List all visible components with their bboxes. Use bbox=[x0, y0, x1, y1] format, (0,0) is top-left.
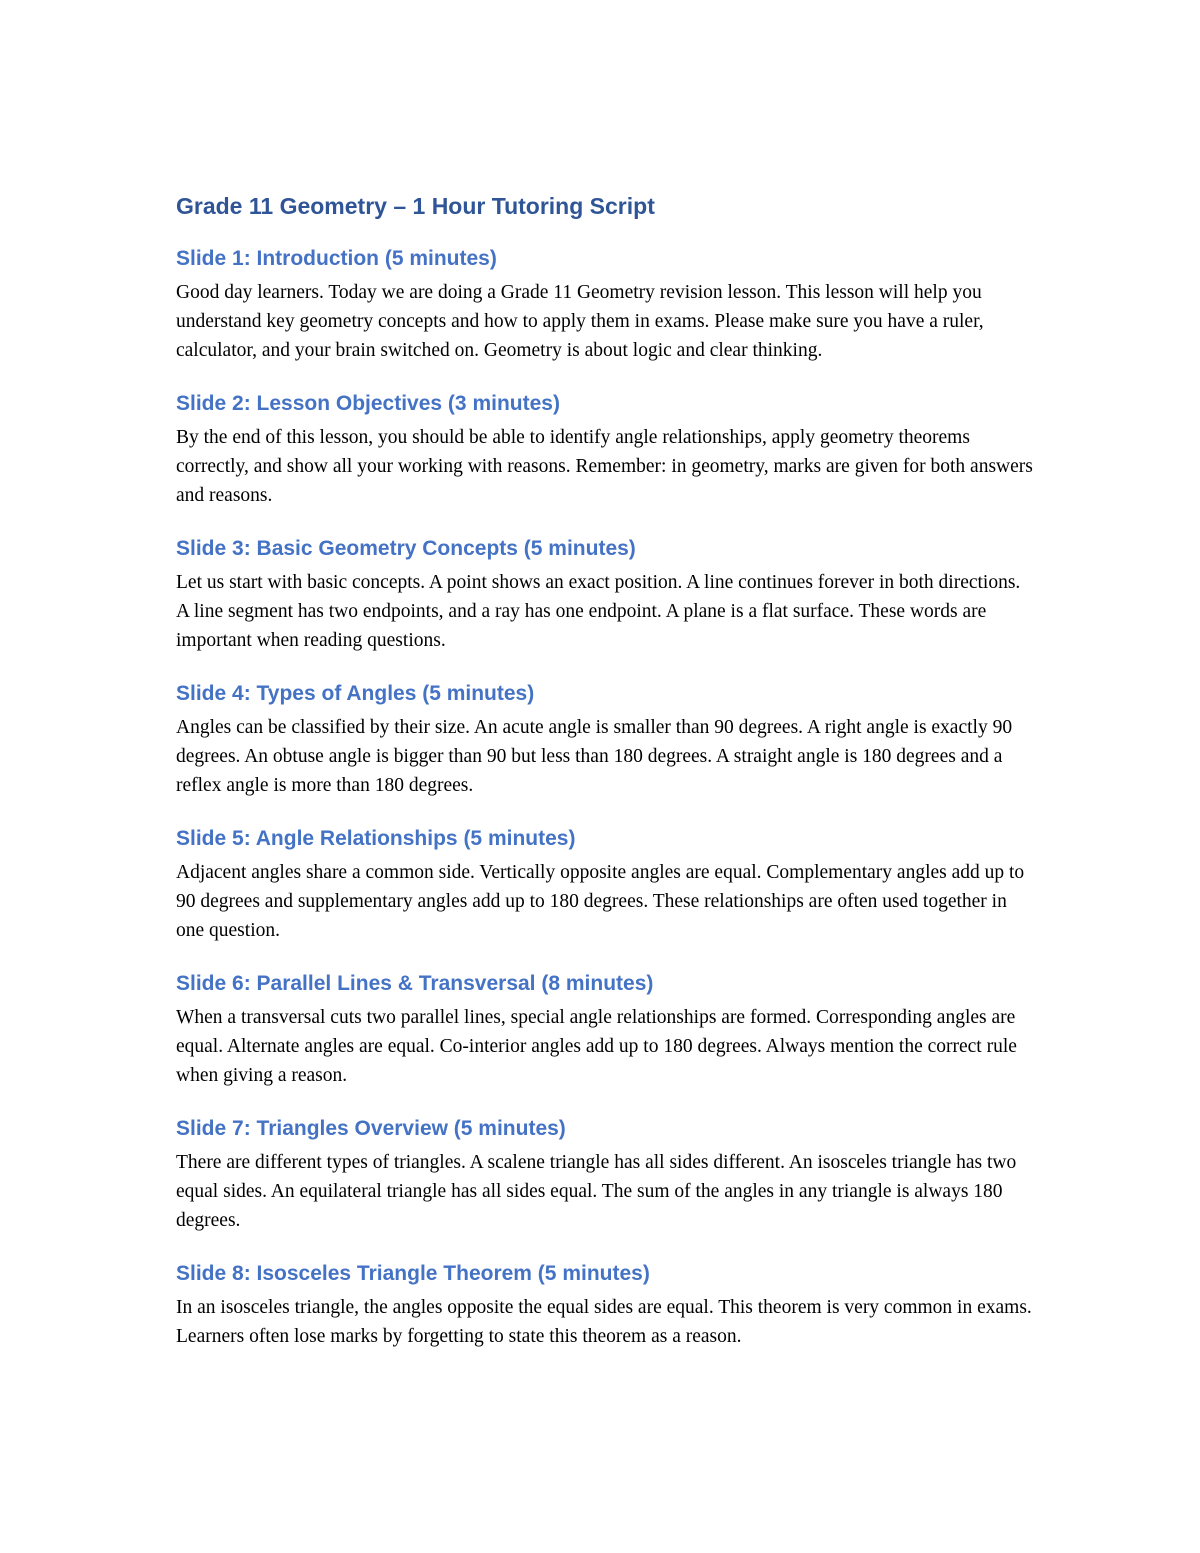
section-slide-1 bbox=[176, 244, 1036, 365]
section-heading: Slide 7: Triangles Overview (5 minutes) bbox=[176, 1117, 566, 1140]
section-body: Adjacent angles share a common side. Vertically opposite angles are equal. Complementary angles add up to 90 degrees and supplementary angles add up to 180 degrees. These relationships are often used together in one question. bbox=[176, 862, 1025, 941]
section-slide-3 bbox=[176, 534, 1036, 655]
section-body: There are different types of triangles. A scalene triangle has all sides different. An isosceles triangle has two equal sides. An equilateral triangle has all sides equal. The sum of the angles in any triangle is always 180 degrees. bbox=[176, 1152, 1017, 1231]
section-body: When a transversal cuts two parallel lines, special angle relationships are formed. Corresponding angles are equal. Alternate angles are equal. Co-interior angles add up to 180 degrees. Always mention the correct rule when giving a reason. bbox=[176, 1007, 1017, 1086]
section-heading: Slide 8: Isosceles Triangle Theorem (5 minutes) bbox=[176, 1262, 650, 1285]
section-body: Let us start with basic concepts. A point shows an exact position. A line continues forever in both directions. A line segment has two endpoints, and a ray has one endpoint. A plane is a flat surface. These words are important when reading questions. bbox=[176, 572, 1021, 651]
section-body: Angles can be classified by their size. An acute angle is smaller than 90 degrees. A right angle is exactly 90 degrees. An obtuse angle is bigger than 90 but less than 180 degrees. A straight angle is 180 degrees and a reflex angle is more than 180 degrees. bbox=[176, 717, 1013, 796]
section-slide-7 bbox=[176, 1114, 1036, 1235]
section-heading: Slide 4: Types of Angles (5 minutes) bbox=[176, 682, 535, 705]
section-slide-5 bbox=[176, 824, 1036, 945]
document-title: Grade 11 Geometry – 1 Hour Tutoring Script bbox=[176, 193, 655, 219]
section-heading: Slide 1: Introduction (5 minutes) bbox=[176, 247, 497, 270]
document-content bbox=[176, 190, 1036, 1375]
section-heading: Slide 3: Basic Geometry Concepts (5 minutes) bbox=[176, 537, 636, 560]
section-slide-8 bbox=[176, 1259, 1036, 1351]
section-heading: Slide 6: Parallel Lines & Transversal (8 minutes) bbox=[176, 972, 654, 995]
section-body: In an isosceles triangle, the angles opposite the equal sides are equal. This theorem is very common in exams. Learners often lose marks by forgetting to state this theorem as a reason. bbox=[176, 1297, 1032, 1347]
section-body: By the end of this lesson, you should be able to identify angle relationships, apply geometry theorems correctly, and show all your working with reasons. Remember: in geometry, marks are given for both answers and reasons. bbox=[176, 427, 1033, 506]
section-slide-4 bbox=[176, 679, 1036, 800]
section-slide-2 bbox=[176, 389, 1036, 510]
section-body: Good day learners. Today we are doing a Grade 11 Geometry revision lesson. This lesson will help you understand key geometry concepts and how to apply them in exams. Please make sure you have a ruler, calculator, and your brain switched on. Geometry is about logic and clear thinking. bbox=[176, 282, 984, 361]
section-heading: Slide 5: Angle Relationships (5 minutes) bbox=[176, 827, 576, 850]
section-slide-6 bbox=[176, 969, 1036, 1090]
section-heading: Slide 2: Lesson Objectives (3 minutes) bbox=[176, 392, 560, 415]
